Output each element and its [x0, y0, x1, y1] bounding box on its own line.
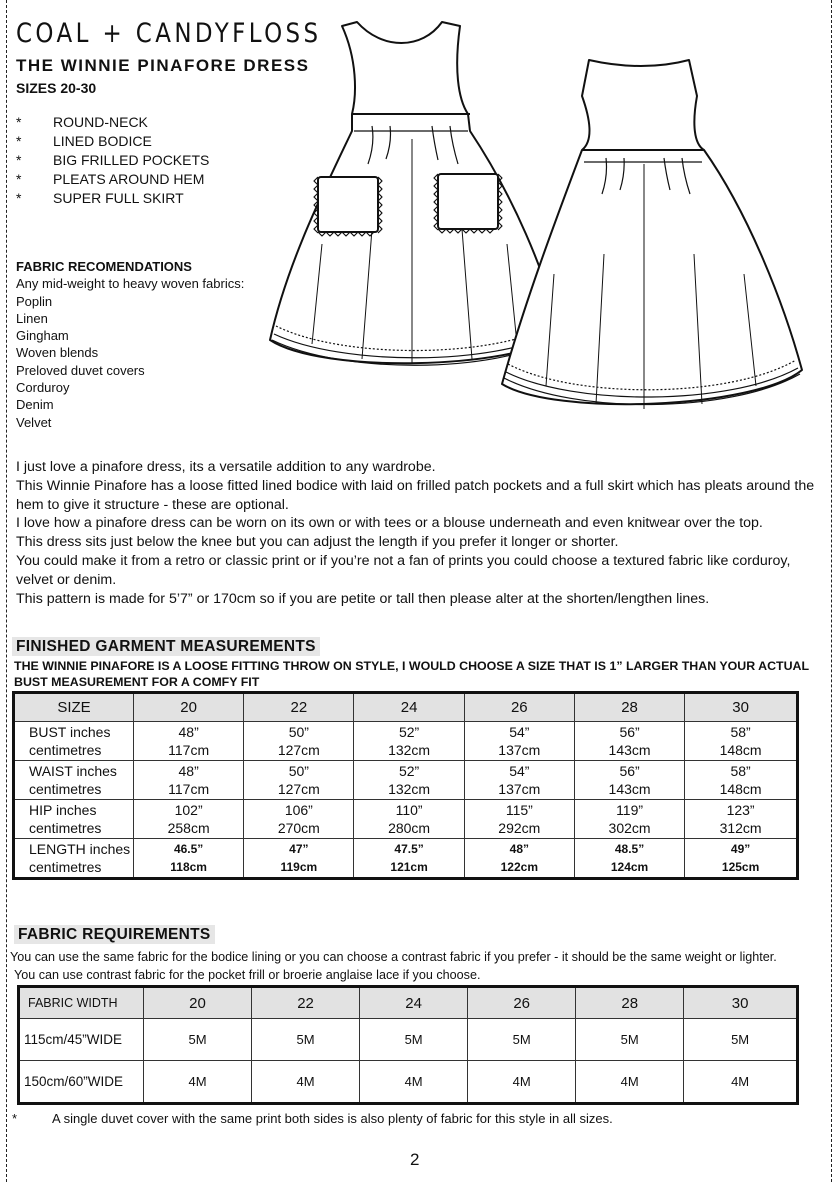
table-cell: 54” 137cm: [464, 722, 574, 761]
measurements-note: THE WINNIE PINAFORE IS A LOOSE FITTING THROW ON STYLE, I WOULD CHOOSE A SIZE THAT IS 1” LARGER THAN YOUR ACTUAL BUST MEASUREMENT FOR A COMFY FIT: [14, 659, 809, 689]
table-cell: 5M: [360, 1019, 468, 1061]
footnote-text: A single duvet cover with the same print both sides is also plenty of fabric for this style in all sizes.: [52, 1111, 613, 1126]
table-cell: 5M: [468, 1019, 576, 1061]
table-cell: 5M: [252, 1019, 360, 1061]
size-column-header: 22: [244, 693, 354, 722]
measurements-table: [12, 691, 799, 880]
list-item: Velvet: [16, 414, 52, 430]
table-cell: 123” 312cm: [685, 800, 798, 839]
table-cell: 48” 117cm: [134, 722, 244, 761]
row-label: 115cm/45”WIDE: [19, 1019, 144, 1061]
table-cell: 4M: [360, 1061, 468, 1104]
intro-paragraph: This pattern is made for 5’7” or 170cm so if you are petite or tall then please alter at the shorten/lengthen lines.: [16, 590, 710, 607]
table-header-row: [14, 693, 798, 722]
table-cell: 110” 280cm: [354, 800, 464, 839]
feature-list: [16, 113, 209, 208]
table-cell: 46.5” 118cm: [134, 839, 244, 879]
size-column-header: 26: [464, 693, 574, 722]
table-cell: 52” 132cm: [354, 722, 464, 761]
fabric-note: You can use contrast fabric for the pocket frill or broerie anglaise lace if you choose.: [14, 967, 481, 982]
table-cell: 50” 127cm: [244, 761, 354, 800]
size-column-header: 22: [252, 987, 360, 1019]
table-header-row: [19, 987, 798, 1019]
list-item: Linen: [16, 310, 48, 326]
table-cell: 47.5” 121cm: [354, 839, 464, 879]
fabric-requirements-heading: FABRIC REQUIREMENTS: [14, 925, 215, 944]
fabric-requirements-notes: [10, 949, 777, 984]
table-row: [14, 761, 798, 800]
table-row: [14, 839, 798, 879]
fabric-recommendations-heading: FABRIC RECOMENDATIONS: [16, 259, 192, 274]
row-label: LENGTH inches centimetres: [14, 839, 134, 879]
intro-paragraph: This dress sits just below the knee but you can adjust the length if you prefer it longer or shorter.: [16, 534, 619, 551]
table-cell: 119” 302cm: [574, 800, 684, 839]
page-number: 2: [410, 1150, 420, 1169]
fabric-width-header: FABRIC WIDTH: [19, 987, 144, 1019]
size-column-header: 20: [144, 987, 252, 1019]
table-cell: 56” 143cm: [574, 722, 684, 761]
row-label: 150cm/60”WIDE: [19, 1061, 144, 1104]
table-cell: 5M: [144, 1019, 252, 1061]
list-item: * LINED BODICE: [16, 133, 152, 149]
table-cell: 4M: [576, 1061, 684, 1104]
table-cell: 48” 122cm: [464, 839, 574, 879]
list-item: Corduroy: [16, 380, 70, 396]
table-cell: 4M: [468, 1061, 576, 1104]
table-row: [14, 722, 798, 761]
dress-back-illustration: [494, 54, 812, 422]
table-cell: 48.5” 124cm: [574, 839, 684, 879]
intro-paragraph: I just love a pinafore dress, its a versatile addition to any wardrobe.: [16, 459, 436, 475]
fabric-requirements-table: [17, 985, 799, 1105]
table-row: [19, 1019, 798, 1061]
table-cell: 58” 148cm: [685, 722, 798, 761]
table-cell: 102” 258cm: [134, 800, 244, 839]
list-item: * ROUND-NECK: [16, 114, 148, 130]
size-column-header: 28: [576, 987, 684, 1019]
size-column-header: 30: [684, 987, 798, 1019]
fabric-recommendations: [16, 258, 244, 431]
table-cell: 4M: [252, 1061, 360, 1104]
table-cell: 5M: [576, 1019, 684, 1061]
size-column-header: 26: [468, 987, 576, 1019]
intro-paragraph: This Winnie Pinafore has a loose fitted lined bodice with laid on frilled patch pockets and a full skirt which has pleats around the hem to give it structure - these are optional.: [16, 477, 815, 513]
measurements-heading: FINISHED GARMENT MEASUREMENTS: [12, 637, 320, 656]
list-item: Gingham: [16, 328, 69, 344]
table-cell: 106” 270cm: [244, 800, 354, 839]
table-cell: 4M: [144, 1061, 252, 1104]
size-header: SIZE: [14, 693, 134, 722]
table-cell: 48” 117cm: [134, 761, 244, 800]
list-item: Poplin: [16, 293, 53, 309]
footnote: [12, 1111, 613, 1126]
list-item: * PLEATS AROUND HEM: [16, 171, 205, 187]
fabric-recommendations-intro: Any mid-weight to heavy woven fabrics:: [16, 276, 245, 292]
size-column-header: 20: [134, 693, 244, 722]
table-cell: 50” 127cm: [244, 722, 354, 761]
table-cell: 56” 143cm: [574, 761, 684, 800]
list-item: * SUPER FULL SKIRT: [16, 190, 184, 206]
footnote-bullet: *: [12, 1111, 18, 1126]
list-item: Woven blends: [16, 345, 99, 361]
list-item: Denim: [16, 397, 54, 413]
table-row: [14, 800, 798, 839]
row-label: WAIST inches centimetres: [14, 761, 134, 800]
size-range: SIZES 20-30: [16, 80, 97, 96]
list-item: * BIG FRILLED POCKETS: [16, 152, 210, 168]
table-cell: 49” 125cm: [685, 839, 798, 879]
size-column-header: 28: [574, 693, 684, 722]
size-column-header: 30: [685, 693, 798, 722]
cut-line-right: [831, 0, 832, 1182]
intro-paragraph: I love how a pinafore dress can be worn on its own or with tees or a blouse underneath and even knitwear over the top.: [16, 515, 763, 532]
size-column-header: 24: [360, 987, 468, 1019]
intro-text: [16, 458, 826, 608]
fabric-note: You can use the same fabric for the bodice lining or you can choose a contrast fabric if you prefer - it should be the same weight or lighter.: [10, 950, 777, 964]
table-cell: 47” 119cm: [244, 839, 354, 879]
table-cell: 52” 132cm: [354, 761, 464, 800]
table-cell: 54” 137cm: [464, 761, 574, 800]
list-item: Preloved duvet covers: [16, 362, 145, 378]
brand-name: COAL + CANDYFLOSS: [16, 18, 322, 49]
table-cell: 5M: [684, 1019, 798, 1061]
table-row: [19, 1061, 798, 1104]
table-cell: 58” 148cm: [685, 761, 798, 800]
pattern-title: THE WINNIE PINAFORE DRESS: [16, 56, 310, 75]
table-cell: 4M: [684, 1061, 798, 1104]
cut-line-left: [6, 0, 7, 1182]
row-label: HIP inches centimetres: [14, 800, 134, 839]
table-cell: 115” 292cm: [464, 800, 574, 839]
size-column-header: 24: [354, 693, 464, 722]
row-label: BUST inches centimetres: [14, 722, 134, 761]
intro-paragraph: You could make it from a retro or classic print or if you’re not a fan of prints you could choose a textured fabric like corduroy, velvet or denim.: [16, 552, 791, 588]
